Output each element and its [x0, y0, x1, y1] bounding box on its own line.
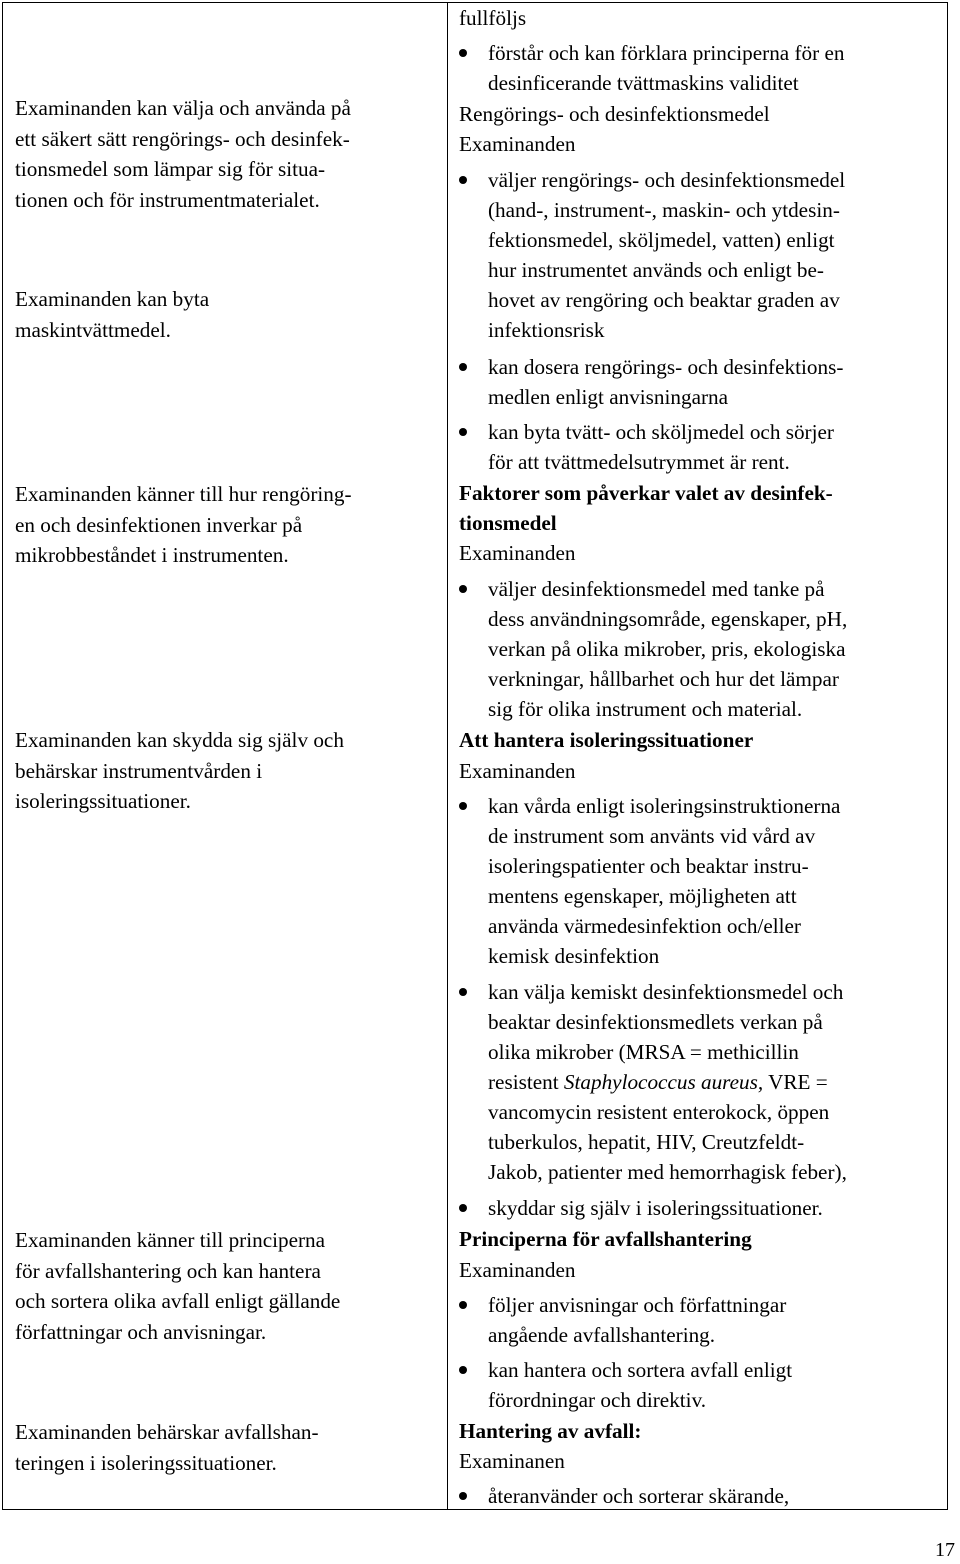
left-paragraph-6: [15, 1417, 439, 1478]
left-paragraph-4: [15, 725, 439, 817]
bullet-text: kemisk desinfektion: [488, 944, 660, 968]
left-paragraph-3: [15, 479, 439, 571]
text-line: Examinanden känner till principerna: [15, 1228, 326, 1252]
bullet-text: verkningar, hållbarhet och hur det lämpar: [488, 667, 839, 691]
bullet-icon: [459, 428, 467, 436]
right-column: [448, 3, 947, 1509]
left-paragraph-5: [15, 1225, 439, 1347]
text-line: isoleringssituationer.: [15, 789, 191, 813]
bullet-icon: [459, 802, 467, 810]
bullet-text: beaktar desinfektionsmedlets verkan på: [488, 1010, 823, 1034]
bullet-text: isoleringspatienter och beaktar instru-: [488, 854, 809, 878]
text-line: Examinanden kan byta: [15, 287, 210, 311]
bullet-text: desinficerande tvättmaskins validitet: [488, 71, 799, 95]
examinanden-label: Examinanden: [459, 541, 576, 565]
bullet-icon: [459, 176, 467, 184]
text-line: Examinanden känner till hur rengöring-: [15, 482, 352, 506]
examinanden-label: Examinanden: [459, 1258, 576, 1282]
bullet-icon: [459, 363, 467, 371]
bullet-text: förordningar och direktiv.: [488, 1388, 707, 1412]
bullet-text: fektionsmedel, sköljmedel, vatten) enligt: [488, 228, 835, 252]
bullet-text: angående avfallshantering.: [488, 1323, 716, 1347]
bullet-text: kan vårda enligt isoleringsinstruktionerna: [488, 794, 841, 818]
bullet-text: Jakob, patienter med hemorrhagisk feber),: [488, 1160, 847, 1184]
bullet-text: kan dosera rengörings- och desinfektions-: [488, 355, 844, 379]
text-line: Examinanden kan skydda sig själv och: [15, 728, 344, 752]
bullet-text: hur instrumentet används och enligt be-: [488, 258, 824, 282]
bullet-text: återanvänder och sorterar skärande,: [488, 1484, 790, 1508]
text-line: författningar och anvisningar.: [15, 1319, 267, 1344]
bullet-text: infektionsrisk: [488, 318, 605, 342]
bullet-icon: [459, 1492, 467, 1500]
text-line: mikrobbeståndet i instrumenten.: [15, 543, 289, 567]
bullet-text: kan välja kemiskt desinfektionsmedel och: [488, 980, 844, 1004]
text-line: en och desinfektionen inverkar på: [15, 512, 303, 537]
left-paragraph-2: [15, 284, 439, 345]
bullet-text: [488, 1067, 828, 1097]
bullet-text: förstår och kan förklara principerna för en: [488, 41, 845, 65]
text-line: för avfallshantering och kan hantera: [15, 1258, 321, 1283]
examinanden-label: Examinanen: [459, 1449, 565, 1473]
bullet-icon: [459, 988, 467, 996]
bullet-text: medlen enligt anvisningarna: [488, 385, 729, 409]
text-line: behärskar instrumentvården i: [15, 758, 263, 783]
bullet-text: olika mikrober (MRSA = methicillin: [488, 1040, 799, 1064]
bullet-text: de instrument som använts vid vård av: [488, 824, 816, 848]
bullet-text: dess användningsområde, egenskaper, pH,: [488, 607, 848, 631]
bullet-icon: [459, 1301, 467, 1309]
species-name: Staphylococcus aureus,: [563, 1070, 764, 1094]
text-line: teringen i isoleringssituationer.: [15, 1450, 277, 1475]
bullet-text: följer anvisningar och författningar: [488, 1293, 787, 1317]
section-heading: Rengörings- och desinfektionsmedel: [459, 102, 770, 126]
section-heading: Hantering av avfall:: [459, 1419, 642, 1443]
bullet-text: väljer desinfektionsmedel med tanke på: [488, 577, 825, 601]
bullet-text: för att tvättmedelsutrymmet är rent.: [488, 450, 790, 474]
bullet-text: väljer rengörings- och desinfektionsmedel: [488, 168, 846, 192]
examinanden-label: Examinanden: [459, 759, 576, 783]
bullet-text: (hand-, instrument-, maskin- och ytdesin-: [488, 198, 840, 222]
text-line: tionen och för instrumentmaterialet.: [15, 187, 320, 212]
bullet-text: sig för olika instrument och material.: [488, 697, 803, 721]
text-line: Examinanden kan välja och använda på: [15, 96, 351, 120]
page-number: 17: [935, 1539, 955, 1561]
bullet-text: använda värmedesinfektion och/eller: [488, 914, 801, 938]
bullet-text: kan byta tvätt- och sköljmedel och sörjer: [488, 420, 834, 444]
bullet-text: vancomycin resistent enterokock, öppen: [488, 1100, 830, 1124]
bullet-icon: [459, 49, 467, 57]
bullet-icon: [459, 1204, 467, 1212]
text-line: ett säkert sätt rengörings- och desinfek-: [15, 126, 350, 151]
bullet-icon: [459, 1366, 467, 1374]
section-heading: tionsmedel: [459, 511, 557, 535]
bullet-icon: [459, 585, 467, 593]
left-column: [3, 3, 447, 1509]
section-heading: Att hantera isoleringssituationer: [459, 728, 754, 752]
text-segment: resistent: [488, 1070, 564, 1094]
examinanden-label: Examinanden: [459, 132, 576, 156]
text-line: maskintvättmedel.: [15, 317, 171, 342]
text-line: och sortera olika avfall enligt gällande: [15, 1289, 341, 1313]
continued-text: fullföljs: [459, 6, 527, 30]
section-heading: Faktorer som påverkar valet av desinfek-: [459, 481, 833, 505]
text-segment: VRE =: [763, 1070, 828, 1094]
section-heading: Principerna för avfallshantering: [459, 1227, 752, 1251]
bullet-text: kan hantera och sortera avfall enligt: [488, 1358, 793, 1382]
bullet-text: tuberkulos, hepatit, HIV, Creutzfeldt-: [488, 1130, 805, 1154]
text-line: Examinanden behärskar avfallshan-: [15, 1420, 319, 1444]
bullet-text: mentens egenskaper, möjligheten att: [488, 884, 797, 908]
bullet-text: skyddar sig själv i isoleringssituationer.: [488, 1196, 823, 1220]
left-paragraph-1: [15, 93, 439, 215]
bullet-text: verkan på olika mikrober, pris, ekologiska: [488, 637, 846, 661]
text-line: tionsmedel som lämpar sig för situa-: [15, 157, 326, 181]
criteria-table: [2, 2, 948, 1510]
bullet-text: hovet av rengöring och beaktar graden av: [488, 288, 840, 312]
